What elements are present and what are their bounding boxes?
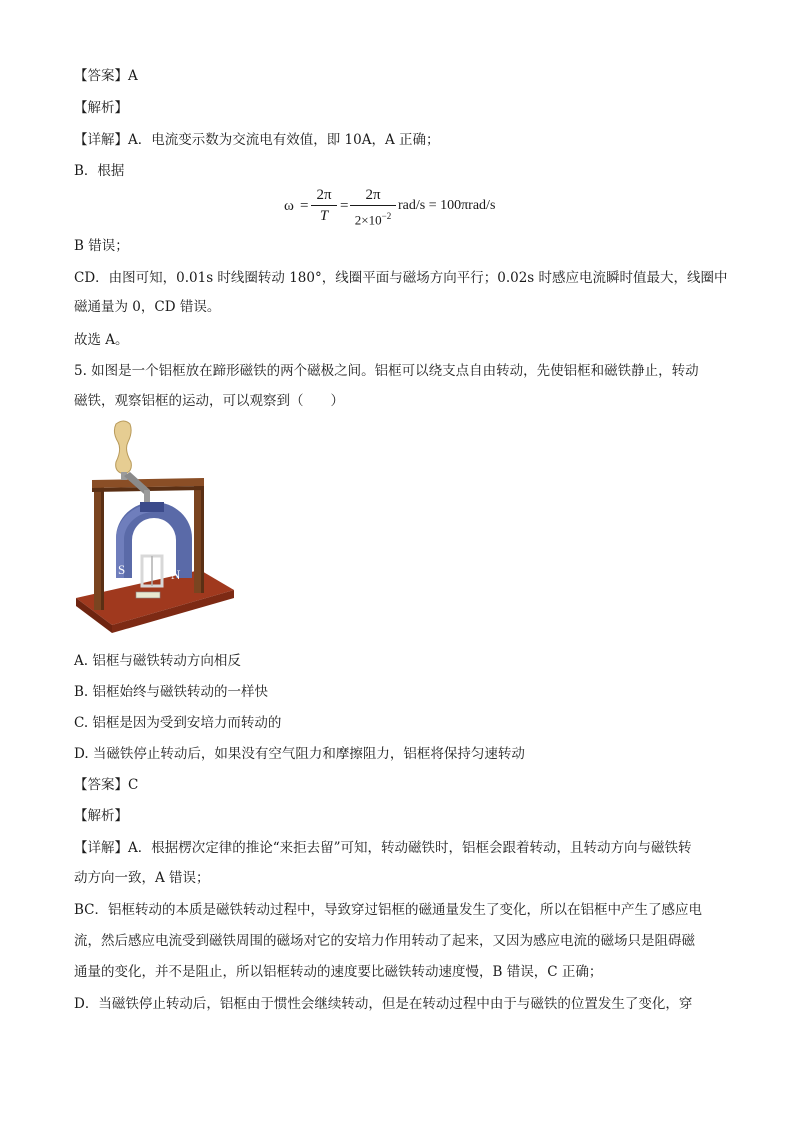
- cd-paragraph-line-2: 磁通量为 0，CD 错误。: [74, 299, 221, 315]
- cd-paragraph-line-1: CD．由图可知，0.01s 时线圈转动 180°，线圈平面与磁场方向平行；0.02s 时感应电流瞬时值最大，线圈中: [74, 270, 728, 286]
- bc-line-2: 流，然后感应电流受到磁铁周围的磁场对它的安培力作用转动了起来，又因为感应电流的磁场只是阻碍磁: [74, 933, 695, 949]
- magnet-apparatus-figure: [72, 420, 240, 638]
- analysis-label-1: 【解析】: [74, 100, 128, 116]
- pole-label-n: N: [171, 567, 181, 582]
- crank-handle: [114, 421, 131, 474]
- formula-omega: ω: [284, 198, 294, 214]
- option-d: D. 当磁铁停止转动后，如果没有空气阻力和摩擦阻力，铝框将保持匀速转动: [74, 746, 525, 762]
- fraction-1-numerator: 2π: [316, 187, 332, 203]
- analysis-label-2: 【解析】: [74, 808, 128, 824]
- answer-label-1: 【答案】A: [74, 68, 138, 84]
- conclusion-1: 故选 A。: [74, 332, 129, 348]
- detail-paragraph-1: 【详解】A．电流变示数为交流电有效值，即 10A，A 正确；: [74, 132, 440, 148]
- pole-label-s: S: [118, 562, 126, 577]
- d-line-1: D．当磁铁停止转动后，铝框由于惯性会继续转动，但是在转动过程中由于与磁铁的位置发生了变化，穿: [74, 996, 693, 1012]
- option-b: B. 铝框始终与磁铁转动的一样快: [74, 684, 269, 700]
- bc-line-1: BC．铝框转动的本质是磁铁转动过程中，导致穿过铝框的磁通量发生了变化，所以在铝框中产生了感应电: [74, 902, 702, 918]
- option-c: C. 铝框是因为受到安培力而转动的: [74, 715, 282, 731]
- horseshoe-magnet: [116, 502, 192, 578]
- fraction-2-numerator: 2π: [365, 187, 381, 203]
- formula-equals-1: =: [300, 198, 309, 214]
- detail-2-line-1: 【详解】A．根据楞次定律的推论“来拒去留”可知，转动磁铁时，铝框会跟着转动，且转动方向与磁铁转: [74, 840, 692, 856]
- formula-equals-2: =: [340, 198, 349, 214]
- fraction-1-denominator: T: [319, 208, 329, 224]
- question-5-line-1: 5. 如图是一个铝框放在蹄形磁铁的两个磁极之间。铝框可以绕支点自由转动，先使铝框和磁铁静止，转动: [74, 363, 699, 379]
- answer-label-2: 【答案】C: [74, 777, 139, 793]
- fraction-2-exponent: −2: [381, 211, 392, 221]
- detail-2-line-2: 动方向一致，A 错误；: [74, 870, 210, 886]
- option-a: A. 铝框与磁铁转动方向相反: [74, 653, 241, 669]
- formula-result: rad/s = 100πrad/s: [398, 198, 496, 213]
- option-b-lead: B．根据: [74, 163, 125, 179]
- bc-line-3: 通量的变化，并不是阻止，所以铝框转动的速度要比磁铁转动速度慢，B 错误，C 正确；: [74, 964, 603, 980]
- formula-fraction-2: [350, 186, 396, 229]
- fraction-2-denominator: 2×10: [354, 212, 382, 228]
- question-5-line-2: 磁铁，观察铝框的运动，可以观察到（ ）: [74, 393, 344, 409]
- option-b-verdict: B 错误；: [74, 238, 129, 254]
- formula-fraction-1: [311, 186, 337, 225]
